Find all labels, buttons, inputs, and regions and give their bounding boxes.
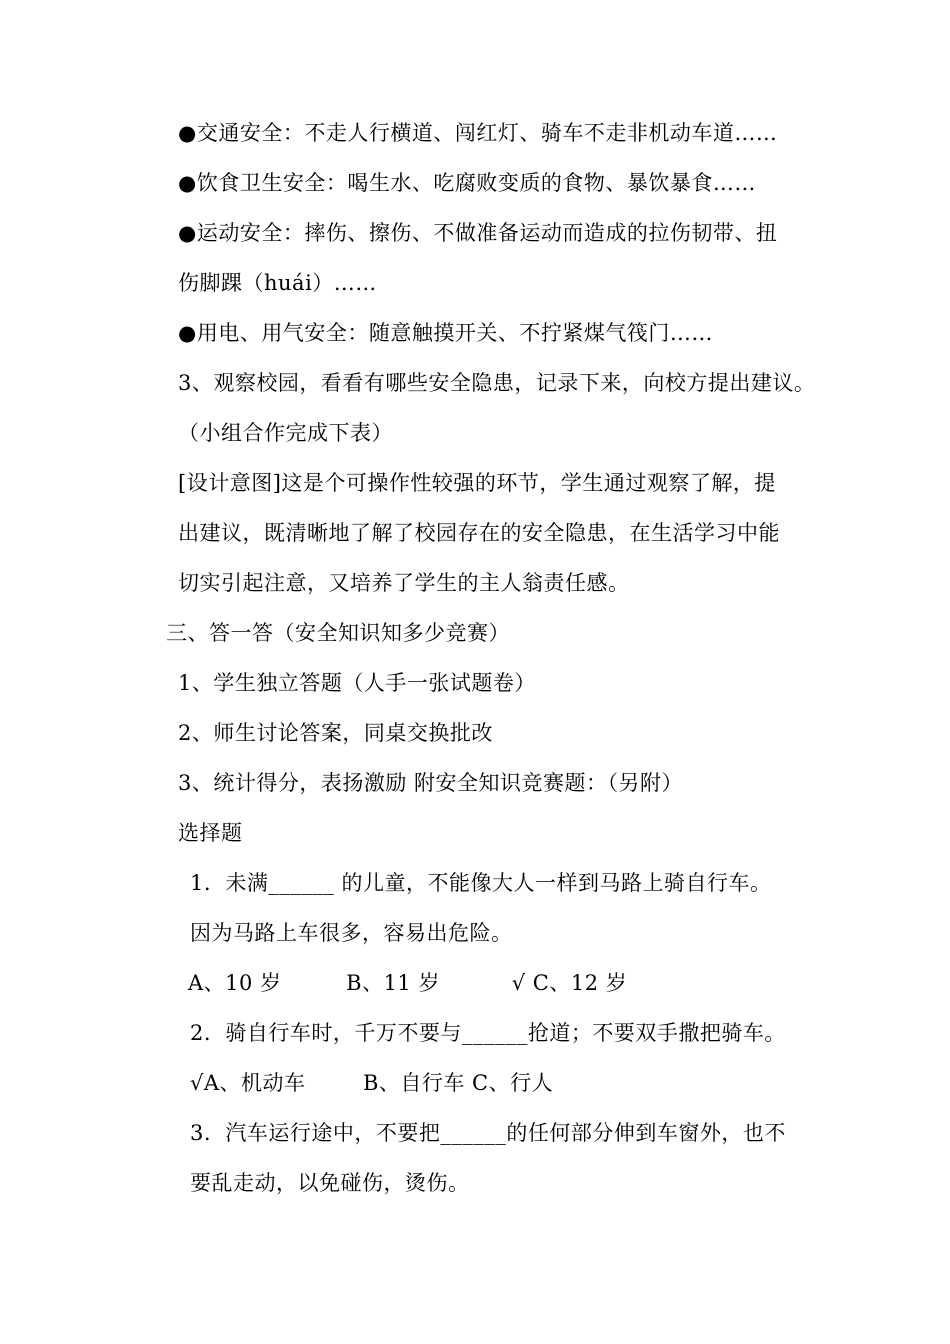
text-line-design-intent-cont2: 切实引起注意，又培养了学生的主人翁责任感。	[178, 571, 630, 595]
question-3: 3. 汽车运行途中，不要把______的任何部分伸到车窗外，也不	[190, 1121, 786, 1145]
question-3-cont: 要乱走动，以免碰伤，烫伤。	[190, 1171, 470, 1195]
question-1-options: A、10 岁 B、11 岁 √ C、12 岁	[188, 971, 628, 995]
text-line-traffic-safety: ●交通安全：不走人行横道、闯红灯、骑车不走非机动车道……	[178, 121, 778, 145]
text-line-sports-safety-cont: 伤脚踝（huái）……	[178, 271, 377, 295]
section-heading-quiz: 三、答一答（安全知识知多少竞赛）	[166, 621, 510, 645]
text-line-observe-campus: 3、观察校园，看看有哪些安全隐患，记录下来，向校方提出建议。	[178, 371, 816, 395]
question-2: 2. 骑自行车时，千万不要与______抢道；不要双手撒把骑车。	[190, 1021, 786, 1045]
text-line-design-intent-cont1: 出建议，既清晰地了解了校园存在的安全隐患，在生活学习中能	[178, 521, 780, 545]
question-2-options: √A、机动车 B、自行车 C、行人	[190, 1071, 554, 1095]
subheading-multiple-choice: 选择题	[178, 821, 243, 845]
question-1-cont: 因为马路上车很多，容易出危险。	[190, 921, 513, 945]
text-line-step-3: 3、统计得分，表扬激励 附安全知识竞赛题：（另附）	[178, 771, 684, 795]
text-line-group-work: （小组合作完成下表）	[178, 421, 393, 445]
text-line-sports-safety: ●运动安全：摔伤、擦伤、不做准备运动而造成的拉伤韧带、扭	[178, 221, 778, 245]
text-line-design-intent: [设计意图]这是个可操作性较强的环节，学生通过观察了解，提	[178, 471, 776, 495]
text-line-step-2: 2、师生讨论答案，同桌交换批改	[178, 721, 493, 745]
text-line-step-1: 1、学生独立答题（人手一张试题卷）	[178, 671, 536, 695]
text-line-electric-gas-safety: ●用电、用气安全：随意触摸开关、不拧紧煤气筏门……	[178, 321, 713, 345]
text-line-food-safety: ●饮食卫生安全：喝生水、吃腐败变质的食物、暴饮暴食……	[178, 171, 756, 195]
question-1: 1. 未满______ 的儿童，不能像大人一样到马路上骑自行车。	[190, 871, 772, 895]
